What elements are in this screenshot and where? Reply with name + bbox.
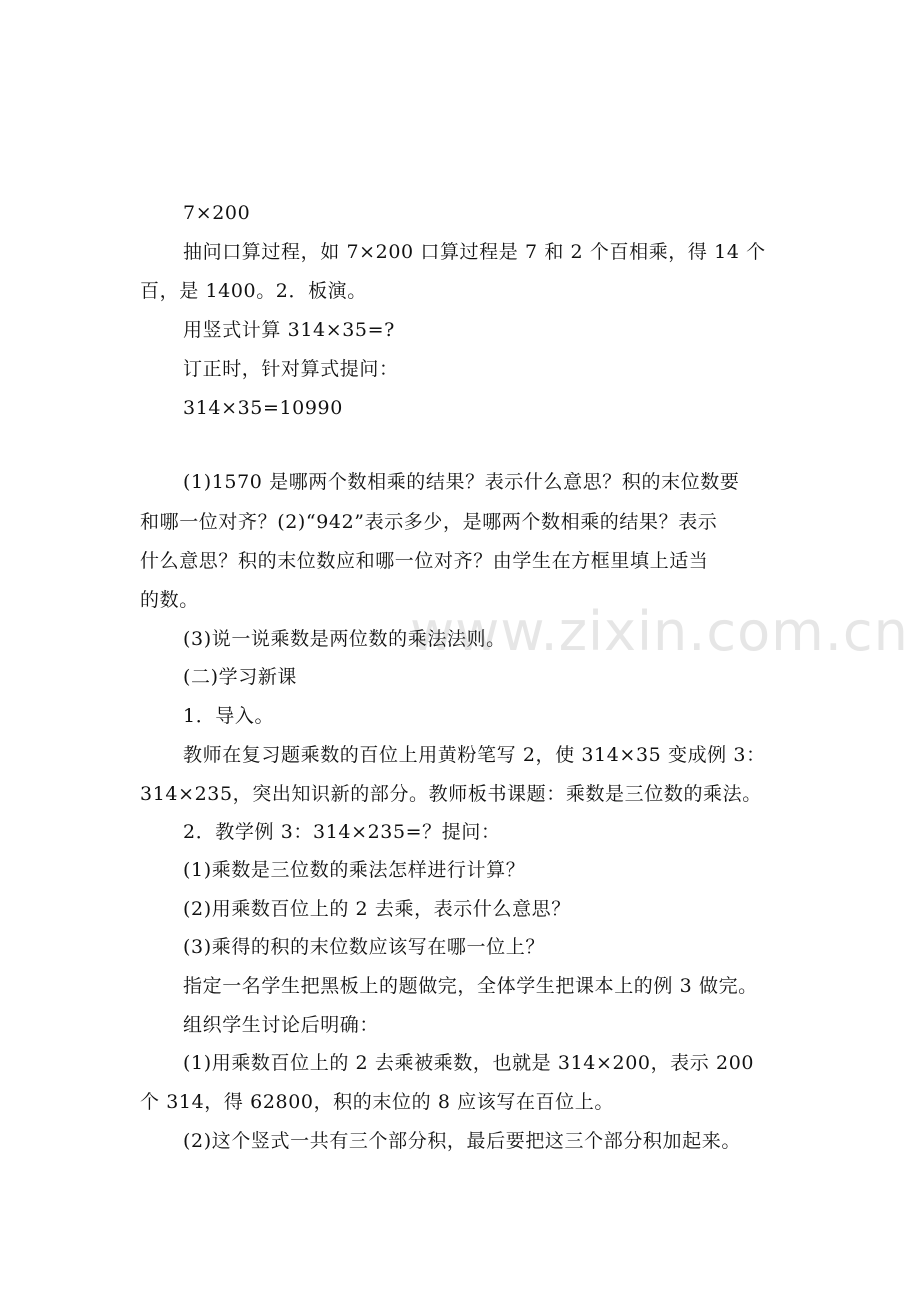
- text-line: 指定一名学生把黑板上的题做完，全体学生把课本上的例 3 做完。: [183, 975, 758, 997]
- text-line: 百，是 1400。2．板演。: [140, 280, 367, 302]
- watermark: www.zixin.com.cn: [410, 600, 909, 663]
- text-line: 和哪一位对齐？(2)“942”表示多少，是哪两个数相乘的结果？表示: [140, 511, 718, 533]
- text-line: 1．导入。: [183, 705, 275, 727]
- text-line: (1)乘数是三位数的乘法怎样进行计算？: [183, 859, 526, 881]
- text-line: 教师在复习题乘数的百位上用黄粉笔写 2，使 314×35 变成例 3：: [183, 744, 766, 766]
- text-line: 个 314，得 62800，积的末位的 8 应该写在百位上。: [140, 1091, 614, 1113]
- text-line: 组织学生讨论后明确：: [183, 1014, 380, 1036]
- text-line: 用竖式计算 314×35=?: [183, 319, 395, 341]
- text-line: (2)用乘数百位上的 2 去乘，表示什么意思？: [183, 898, 571, 920]
- section-heading: (二)学习新课: [183, 666, 298, 688]
- text-line: 2．教学例 3：314×235=？提问：: [183, 821, 501, 843]
- text-line: (1)1570 是哪两个数相乘的结果？表示什么意思？积的末位数要: [183, 471, 740, 493]
- text-line: 314×235，突出知识新的部分。教师板书课题：乘数是三位数的乘法。: [140, 783, 762, 805]
- text-line: (1)用乘数百位上的 2 去乘被乘数，也就是 314×200，表示 200: [183, 1052, 755, 1074]
- text-line: (3)乘得的积的末位数应该写在哪一位上？: [183, 936, 545, 958]
- text-line: (3)说一说乘数是两位数的乘法法则。: [183, 628, 506, 650]
- text-line: 订正时，针对算式提问：: [183, 358, 399, 380]
- text-line: 什么意思？积的末位数应和哪一位对齐？由学生在方框里填上适当: [140, 550, 709, 572]
- text-line: 的数。: [140, 589, 199, 611]
- text-line: 抽问口算过程，如 7×200 口算过程是 7 和 2 个百相乘，得 14 个: [183, 241, 766, 263]
- text-line: 314×35=10990: [183, 397, 343, 419]
- text-line: (2)这个竖式一共有三个部分积，最后要把这三个部分积加起来。: [183, 1130, 741, 1152]
- text-line: 7×200: [183, 202, 251, 224]
